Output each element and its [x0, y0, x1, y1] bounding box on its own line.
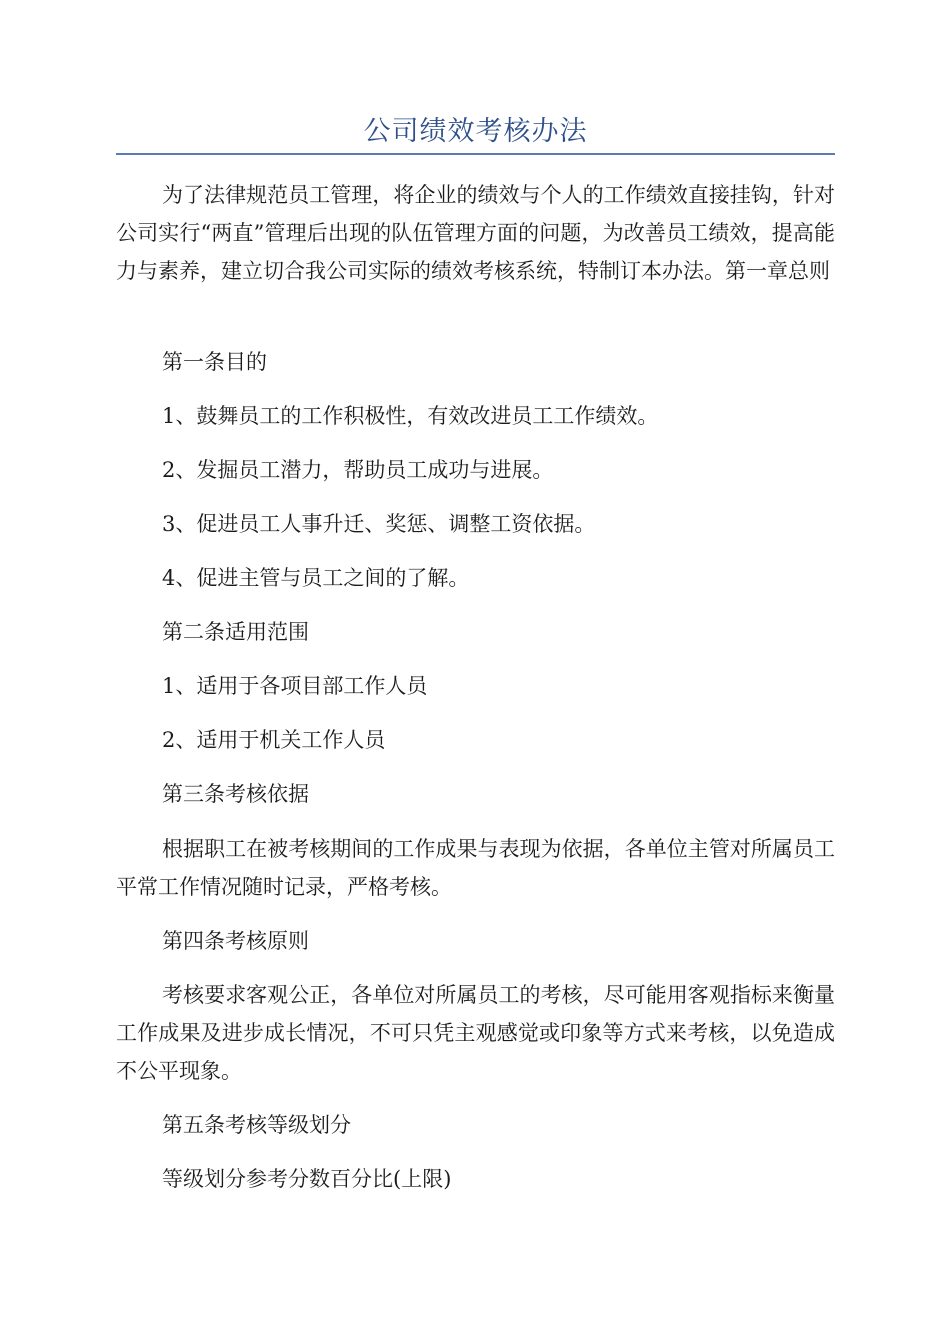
article-2-heading: 第二条适用范围: [162, 620, 309, 644]
article-1-item-3: 3、促进员工人事升迁、奖惩、调整工资依据。: [162, 512, 596, 536]
article-1-item-4: 4、促进主管与员工之间的了解。: [162, 566, 470, 590]
article-1-heading: 第一条目的: [162, 350, 267, 374]
title-underline: [116, 153, 835, 155]
article-3-body: 根据职工在被考核期间的工作成果与表现为依据，各单位主管对所属员工平常工作情况随时记录，严格考核。: [116, 837, 835, 899]
article-4-body: 考核要求客观公正，各单位对所属员工的考核，尽可能用客观指标来衡量工作成果及进步成长情况，不可只凭主观感觉或印象等方式来考核，以免造成不公平现象。: [116, 983, 835, 1083]
article-4-heading: 第四条考核原则: [162, 929, 309, 953]
article-2-item-2: 2、适用于机关工作人员: [162, 728, 386, 752]
article-1-item-2: 2、发掘员工潜力，帮助员工成功与进展。: [162, 458, 554, 482]
article-3-heading: 第三条考核依据: [162, 782, 309, 806]
article-2-item-1: 1、适用于各项目部工作人员: [162, 674, 428, 698]
article-5-heading: 第五条考核等级划分: [162, 1113, 351, 1137]
article-1-item-1: 1、鼓舞员工的工作积极性，有效改进员工工作绩效。: [162, 404, 659, 428]
intro-paragraph: 为了法律规范员工管理，将企业的绩效与个人的工作绩效直接挂钩，针对公司实行“两直”管理后出现的队伍管理方面的问题，为改善员工绩效，提高能力与素养，建立切合我公司实际的绩效考核系统，特制订本办法。第一章总则: [116, 183, 835, 283]
grade-division-line: 等级划分参考分数百分比(上限): [162, 1167, 452, 1191]
document-title: 公司绩效考核办法: [363, 116, 588, 147]
